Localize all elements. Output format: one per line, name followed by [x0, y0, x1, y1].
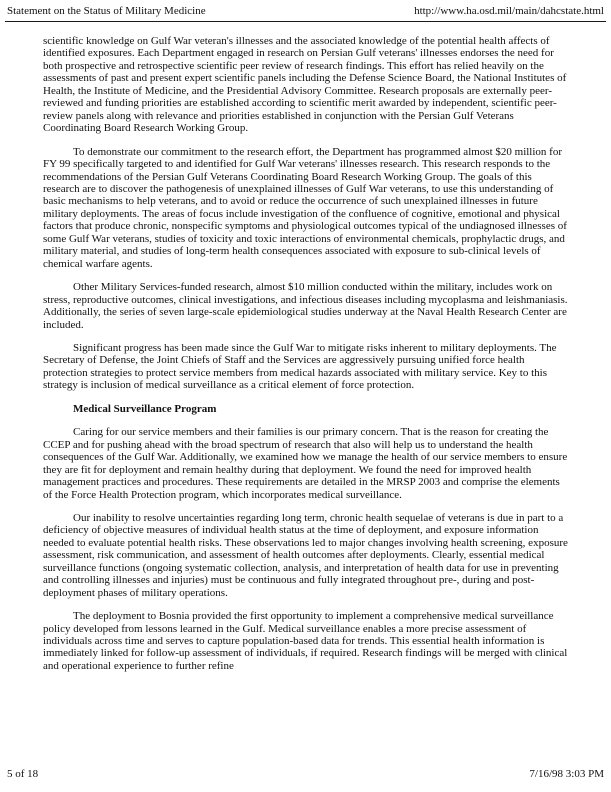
header-url: http://www.ha.osd.mil/main/dahcstate.html — [414, 5, 604, 17]
paragraph-caring-for-members: Caring for our service members and their families is our primary concern. That is the reason for creating the CCEP and for pushing ahead with the broad spectrum of research that also will help us to understand the health consequences of the Gulf War. Additionally, we examined how we manage the health of our service members to ensure they are fit for deployment and remain healthy during that deployment. We found the need for improved health management practices and procedures. These requirements are detailed in the MRSP 2003 and comprise the elements of the Force Health Protection program, which incorporates medical surveillance. — [43, 426, 568, 501]
header-document-title: Statement on the Status of Military Medicine — [7, 5, 206, 17]
paragraph-research-commitment: To demonstrate our commitment to the research effort, the Department has programmed almost $20 million for FY 99 specifically targeted to and identified for Gulf War veterans' illnesses research. This research responds to the recommendations of the Persian Gulf Veterans Coordinating Board Research Working Group. The goals of this research are to discover the pathogenesis of unexplained illnesses of Gulf War veterans, to use this understanding of basic mechanisms to help veterans, and to avoid or reduce the occurrence of such unexplained illnesses in future military deployments. The areas of focus include investigation of the confluence of cognitive, emotional and physical factors that produce chronic, nonspecific symptoms and physiological outcomes typical of the undiagnosed illnesses of some Gulf War veterans, studies of toxicity and toxic interactions of environmental chemicals, prophylactic drugs, and military material, and studies of long-term health consequences associated with exposure to sub-clinical levels of chemical warfare agents. — [43, 145, 567, 270]
paragraph-significant-progress: Significant progress has been made since the Gulf War to mitigate risks inherent to military deployments. The Secretary of Defense, the Joint Chiefs of Staff and the Services are aggressively pursuing unified force health protection strategies to protect service members from medical hazards associated with military service. Key to this strategy is inclusion of medical surveillance as a critical element of force protection. — [43, 341, 557, 392]
section-heading-medical-surveillance-program: Medical Surveillance Program — [73, 402, 217, 415]
paragraph-inability-to-resolve: Our inability to resolve uncertainties regarding long term, chronic health sequelae of veterans is due in part to a deficiency of objective measures of individual health status at the time of deployment, and exposure information needed to evaluate potential health risks. These observations led to major changes involving health screening, exposure assessment, risk communication, and assessment of health outcomes after deployments. Clearly, essential medical surveillance functions (ongoing systematic collection, analysis, and interpretation of health data for use in preventing and controlling illnesses and injuries) must be continuous and fully integrated throughout pre-, during and post-deployment phases of military operations. — [43, 511, 568, 599]
header-divider — [5, 21, 606, 22]
document-body — [43, 35, 570, 683]
footer-page-number: 5 of 18 — [7, 768, 39, 780]
paragraph-services-funded-research: Other Military Services-funded research, almost $10 million conducted within the military, includes work on stress, reproductive outcomes, clinical investigations, and infectious diseases including mycoplasma and leishmaniasis. Additionally, the series of seven large-scale epidemiological studies underway at the Naval Health Research Center are included. — [43, 281, 568, 331]
paragraph-bosnia-deployment: The deployment to Bosnia provided the first opportunity to implement a comprehensive medical surveillance policy developed from lessons learned in the Gulf. Medical surveillance enables a more precise assessment of individuals across time and serves to capture population-based data for trends. This essential health information is immediately linked for follow-up assessment of individuals, if required. Research findings will be merged with clinical and operational experience to further refine — [43, 610, 568, 672]
paragraph-continued: scientific knowledge on Gulf War veteran's illnesses and the associated knowledge of the potential health affects of identified exposures. Each Department engaged in research on Persian Gulf veterans' illnesses endorses the need for both prospective and retrospective scientific peer review of research findings. This effort has relied heavily on the assessments of past and present expert scientific panels including the Defense Science Board, the National Institutes of Health, the Institute of Medicine, and the Presidential Advisory Committee. Research proposals are externally peer-reviewed and funding priorities are established according to scientific merit awarded by independent, scientific peer-review panels along with relevance and priorities established in conjunction with the Persian Gulf Veterans Coordinating Board Research Working Group. — [43, 35, 567, 135]
footer-timestamp: 7/16/98 3:03 PM — [529, 768, 604, 780]
print-footer — [7, 768, 604, 780]
print-header — [7, 5, 604, 18]
